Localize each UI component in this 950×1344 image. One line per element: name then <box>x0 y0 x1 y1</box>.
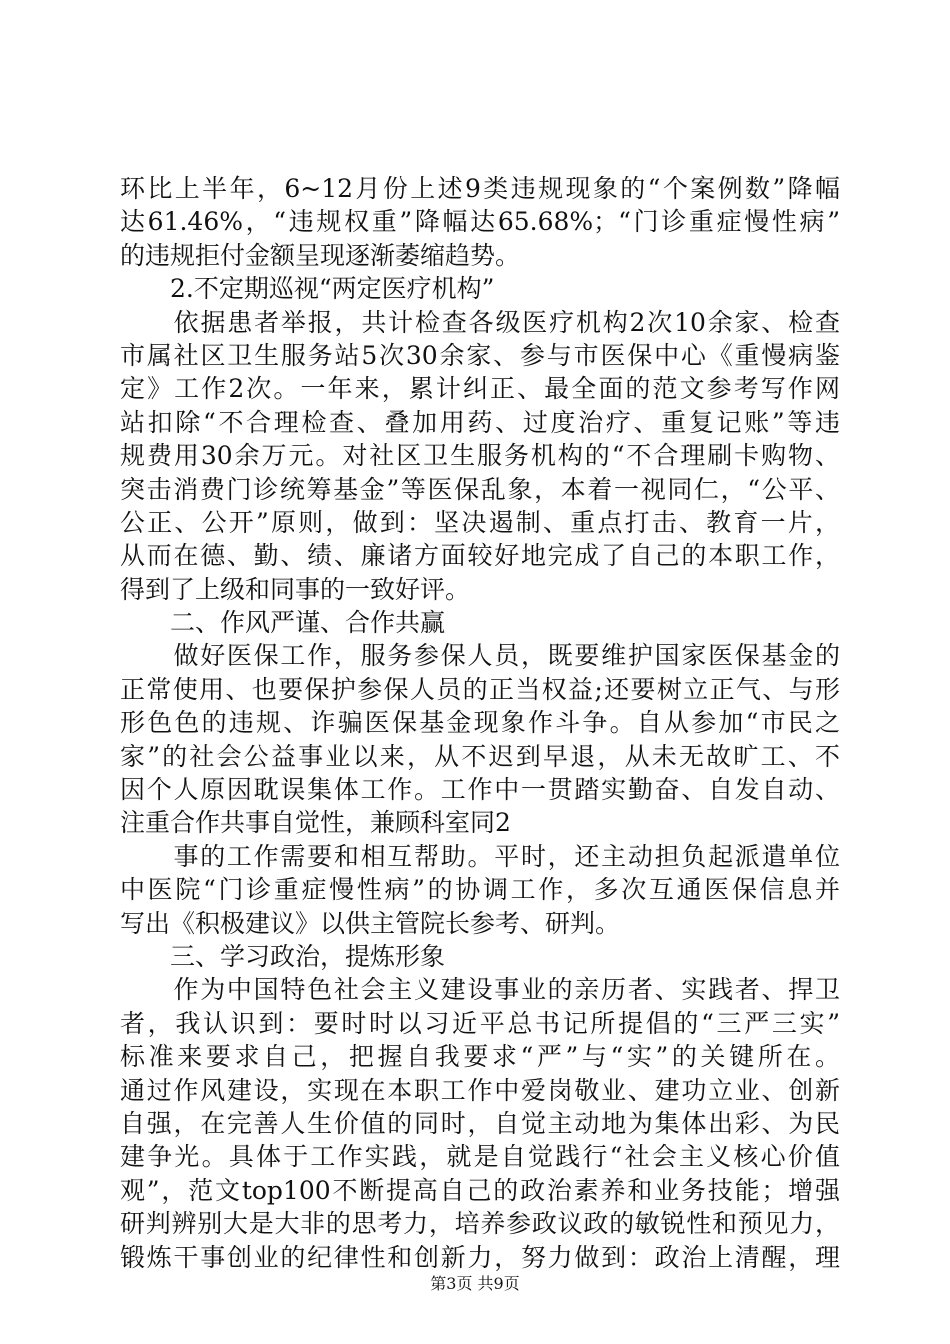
text-line: 事的工作需要和相互帮助。平时，还主动担负起派遣单位 <box>120 841 840 871</box>
text-line: 建争光。具体于工作实践，就是自觉践行“社会主义核心价值 <box>120 1142 840 1172</box>
text-line: 2.不定期巡视“两定医疗机构” <box>120 274 495 304</box>
text-line: 研判辨别大是大非的思考力，培养参政议政的敏锐性和预见力， <box>120 1209 840 1239</box>
text-line: 正常使用、也要保护参保人员的正当权益;还要树立正气、与形 <box>120 674 840 704</box>
text-line: 自强，在完善人生价值的同时，自觉主动地为集体出彩、为民 <box>120 1108 840 1138</box>
text-line: 注重合作共事自觉性，兼顾科室同2 <box>120 808 511 838</box>
text-line: 家”的社会公益事业以来，从不迟到早退，从未无故旷工、不 <box>120 741 840 771</box>
text-line: 做好医保工作，服务参保人员，既要维护国家医保基金的 <box>120 641 840 671</box>
text-line: 从而在德、勤、绩、廉诸方面较好地完成了自己的本职工作， <box>120 541 840 571</box>
text-line: 锻炼干事创业的纪律性和创新力，努力做到：政治上清醒，理 <box>120 1242 840 1272</box>
text-line: 通过作风建设，实现在本职工作中爱岗敬业、建功立业、创新 <box>120 1075 840 1105</box>
page-footer: 第3页 共9页 <box>430 1274 520 1293</box>
text-line: 因个人原因耽误集体工作。工作中一贯踏实勤奋、自发自动、 <box>120 775 840 805</box>
text-line: 达61.46%，“违规权重”降幅达65.68%；“门诊重症慢性病” <box>120 207 840 237</box>
text-line: 得到了上级和同事的一致好评。 <box>120 574 471 604</box>
text-line: 突击消费门诊统筹基金”等医保乱象，本着一视同仁，“公平、 <box>120 474 840 504</box>
text-line: 二、作风严谨、合作共赢 <box>120 608 446 638</box>
text-line: 市属社区卫生服务站5次30余家、参与市医保中心《重慢病鉴 <box>120 340 840 370</box>
text-line: 写出《积极建议》以供主管院长参考、研判。 <box>120 908 621 938</box>
text-line: 环比上半年，6~12月份上述9类违规现象的“个案例数”降幅 <box>120 174 840 203</box>
text-line: 作为中国特色社会主义建设事业的亲历者、实践者、捍卫 <box>120 975 840 1005</box>
text-line: 形色色的违规、诈骗医保基金现象作斗争。自从参加“市民之 <box>120 708 840 738</box>
text-line: 定》工作2次。一年来，累计纠正、最全面的范文参考写作网 <box>120 374 840 404</box>
text-line: 的违规拒付金额呈现逐渐萎缩趋势。 <box>120 240 521 270</box>
text-line: 三、学习政治，提炼形象 <box>120 941 446 971</box>
text-line: 中医院“门诊重症慢性病”的协调工作，多次互通医保信息并 <box>120 875 840 905</box>
text-line: 公正、公开”原则，做到：坚决遏制、重点打击、教育一片， <box>120 507 840 537</box>
body-text <box>120 172 840 1274</box>
text-line: 站扣除“不合理检查、叠加用药、过度治疗、重复记账”等违 <box>120 407 840 437</box>
text-line: 者，我认识到：要时时以习近平总书记所提倡的“三严三实” <box>120 1008 840 1038</box>
text-line: 规费用30余万元。对社区卫生服务机构的“不合理刷卡购物、 <box>120 441 840 471</box>
text-line: 标准来要求自己，把握自我要求“严”与“实”的关键所在。 <box>120 1042 840 1072</box>
text-line: 观”，范文top100不断提高自己的政治素养和业务技能；增强 <box>120 1175 840 1205</box>
text-line: 依据患者举报，共计检查各级医疗机构2次10余家、检查 <box>120 307 840 337</box>
